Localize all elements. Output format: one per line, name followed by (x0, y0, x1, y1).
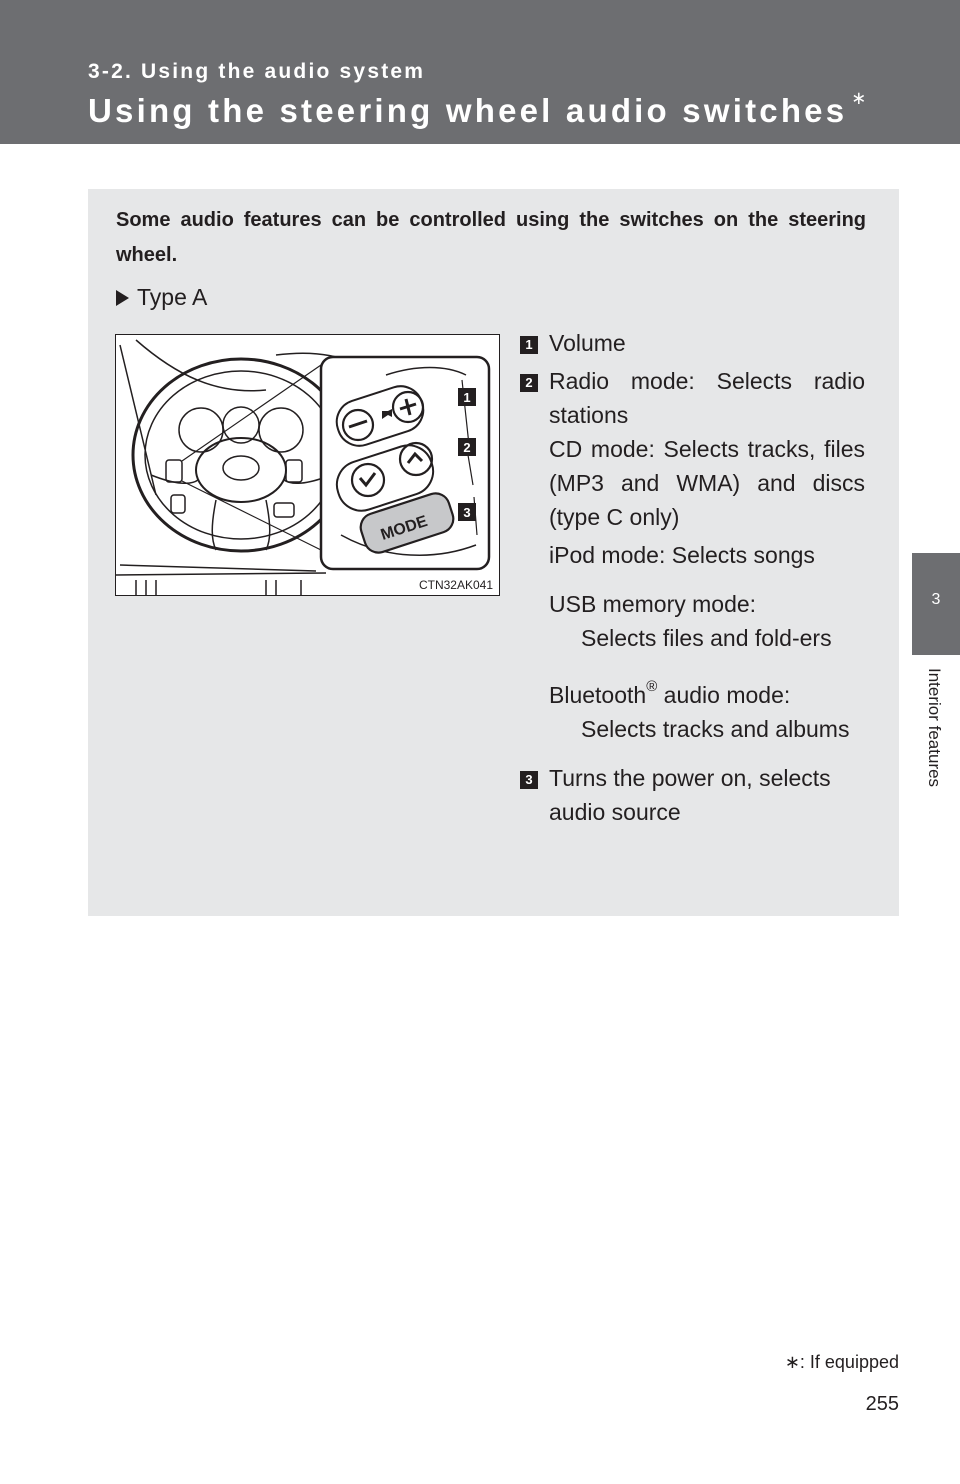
list-item (520, 761, 865, 829)
bluetooth-mode-label: audio mode: (657, 682, 791, 708)
arrow-right-icon (116, 290, 129, 306)
page-title (88, 88, 870, 130)
ipod-mode-text: iPod mode: Selects songs (549, 542, 815, 568)
callout-2: 2 (463, 440, 471, 455)
cd-mode-text: CD mode: Selects tracks, files (MP3 and WMA) and discs (type C only) (549, 436, 865, 530)
item-number-badge: 1 (520, 336, 538, 354)
registered-mark: ® (646, 678, 658, 695)
page-number: 255 (865, 1393, 899, 1415)
switch-list (520, 326, 865, 829)
item-number-badge: 3 (520, 771, 538, 789)
equipped-mark: ∗ (851, 88, 870, 108)
footnote: ∗: If equipped (784, 1352, 899, 1372)
bluetooth-mode-heading (520, 670, 865, 712)
chapter-label: Interior features (925, 668, 944, 788)
list-item (520, 364, 865, 534)
callout-3: 3 (463, 505, 471, 520)
item-text: Radio mode: Selects radio stations (549, 368, 865, 428)
type-label: Type A (137, 284, 208, 310)
callout-1: 1 (463, 390, 471, 405)
type-heading (116, 284, 207, 311)
chapter-tab (912, 553, 960, 655)
steering-wheel-drawing (116, 335, 499, 595)
chapter-number: 3 (931, 591, 941, 608)
bluetooth-label: Bluetooth (549, 682, 647, 708)
mode-button-label: MODE (378, 512, 430, 544)
steering-wheel-illustration (115, 334, 500, 596)
item-text: Volume (549, 330, 626, 356)
figure-code: CTN32AK041 (418, 578, 493, 592)
item-text: Turns the power on, selects audio source (549, 765, 831, 825)
list-item (520, 326, 865, 360)
section-label: 3-2. Using the audio system (88, 60, 426, 83)
item-number-badge: 2 (520, 374, 538, 392)
bluetooth-mode-text: Selects tracks and albums (581, 716, 850, 742)
usb-mode-heading: USB memory mode: (549, 591, 757, 617)
page-title-text: Using the steering wheel audio switches (88, 92, 848, 129)
page-header (0, 0, 960, 144)
usb-mode-text: Selects files and fold-ers (581, 625, 832, 651)
intro-text: Some audio features can be controlled using the switches on the steering wheel. (116, 209, 866, 266)
